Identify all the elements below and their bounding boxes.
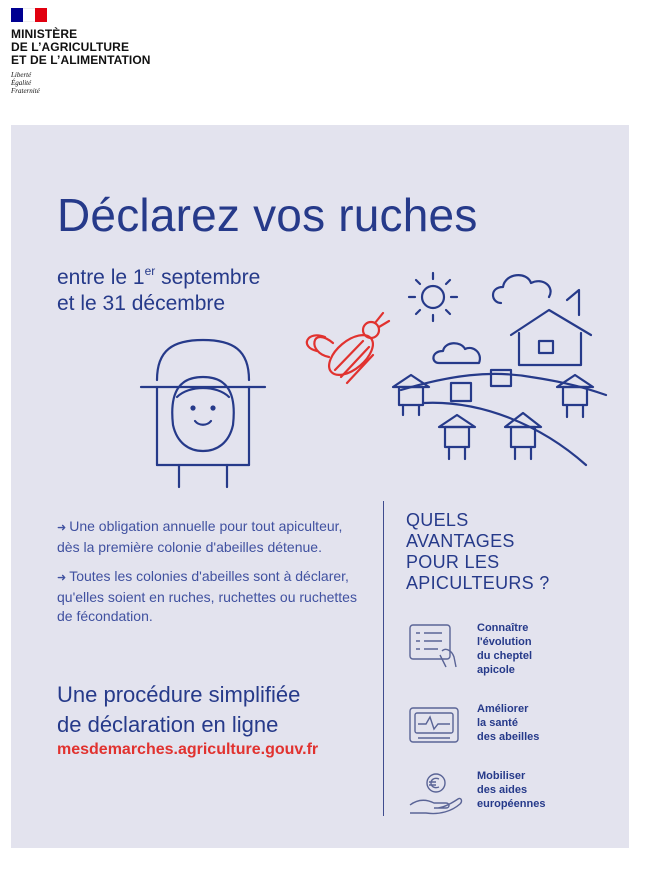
motto-fraternite: Fraternité [11,87,40,95]
procedure-heading [57,680,300,740]
benefit-label: Améliorer la santé des abeilles [477,703,540,743]
bee-icon [307,313,389,383]
french-flag-icon [11,8,47,22]
dates-end: et le 31 décembre [57,292,226,315]
benefit-label: Connaître l'évolution du cheptel apicole [477,622,533,676]
tablet-checklist-icon [406,621,464,669]
dates-month: septembre [155,266,261,289]
health-monitor-icon [406,702,464,750]
benefit-label: Mobiliser des aides européennes [477,770,546,810]
beekeeping-illustration [11,125,629,505]
advantages-line-2: AVANTAGES [406,531,515,551]
republic-motto [11,71,151,95]
hill-line [401,374,606,395]
ministry-line-2: DE L’AGRICULTURE [11,40,130,54]
motto-liberte: Liberté [11,71,32,79]
list-item [57,517,357,557]
sun-icon [409,273,457,321]
procedure-line-1: Une procédure simplifiée [57,682,301,707]
obligation-list [57,517,357,636]
beehive-icon [557,375,593,417]
beehive-icon [505,413,541,459]
list-item [57,567,357,626]
cloud-icon [433,275,550,363]
motto-egalite: Égalité [11,79,32,87]
poster-panel [11,125,629,848]
arrow-icon: ➜ [57,522,67,534]
advantages-line-3: POUR LES [406,552,500,572]
beehive-icon [451,383,471,401]
benefit-item [406,769,626,829]
advantages-line-1: QUELS [406,510,469,530]
poster-title: Déclarez vos ruches [57,189,478,241]
apiary-house-icon [511,290,591,365]
advantages-heading [406,510,550,594]
benefit-item [406,702,626,762]
ministry-logo [11,8,151,95]
beehive-icon [393,375,429,415]
beehive-icon [439,415,475,459]
hill-line [423,403,586,465]
procedure-line-2: de déclaration en ligne [57,712,279,737]
advantages-line-4: APICULTEURS ? [406,573,550,593]
ministry-line-3: ET DE L’ALIMENTATION [11,53,151,67]
dates-start: entre le 1 [57,266,145,289]
euro-hand-icon [406,769,464,817]
ministry-name [11,28,151,67]
declaration-website-link[interactable]: mesdemarches.agriculture.gouv.fr [57,741,319,758]
arrow-icon: ➜ [57,572,67,584]
benefit-item [406,621,626,681]
dates-sup: er [144,264,156,278]
vertical-divider [383,501,384,816]
beehive-icon [491,370,511,386]
list-item-text: Toutes les colonies d'abeilles sont à déclarer, qu'elles soient en ruches, ruchettes ou ruchettes de fécondation. [57,568,357,624]
list-item-text: Une obligation annuelle pour tout apiculteur, dès la première colonie d'abeilles détenue. [57,518,343,555]
ministry-line-1: MINISTÈRE [11,27,78,41]
beekeeper-icon [141,340,265,487]
